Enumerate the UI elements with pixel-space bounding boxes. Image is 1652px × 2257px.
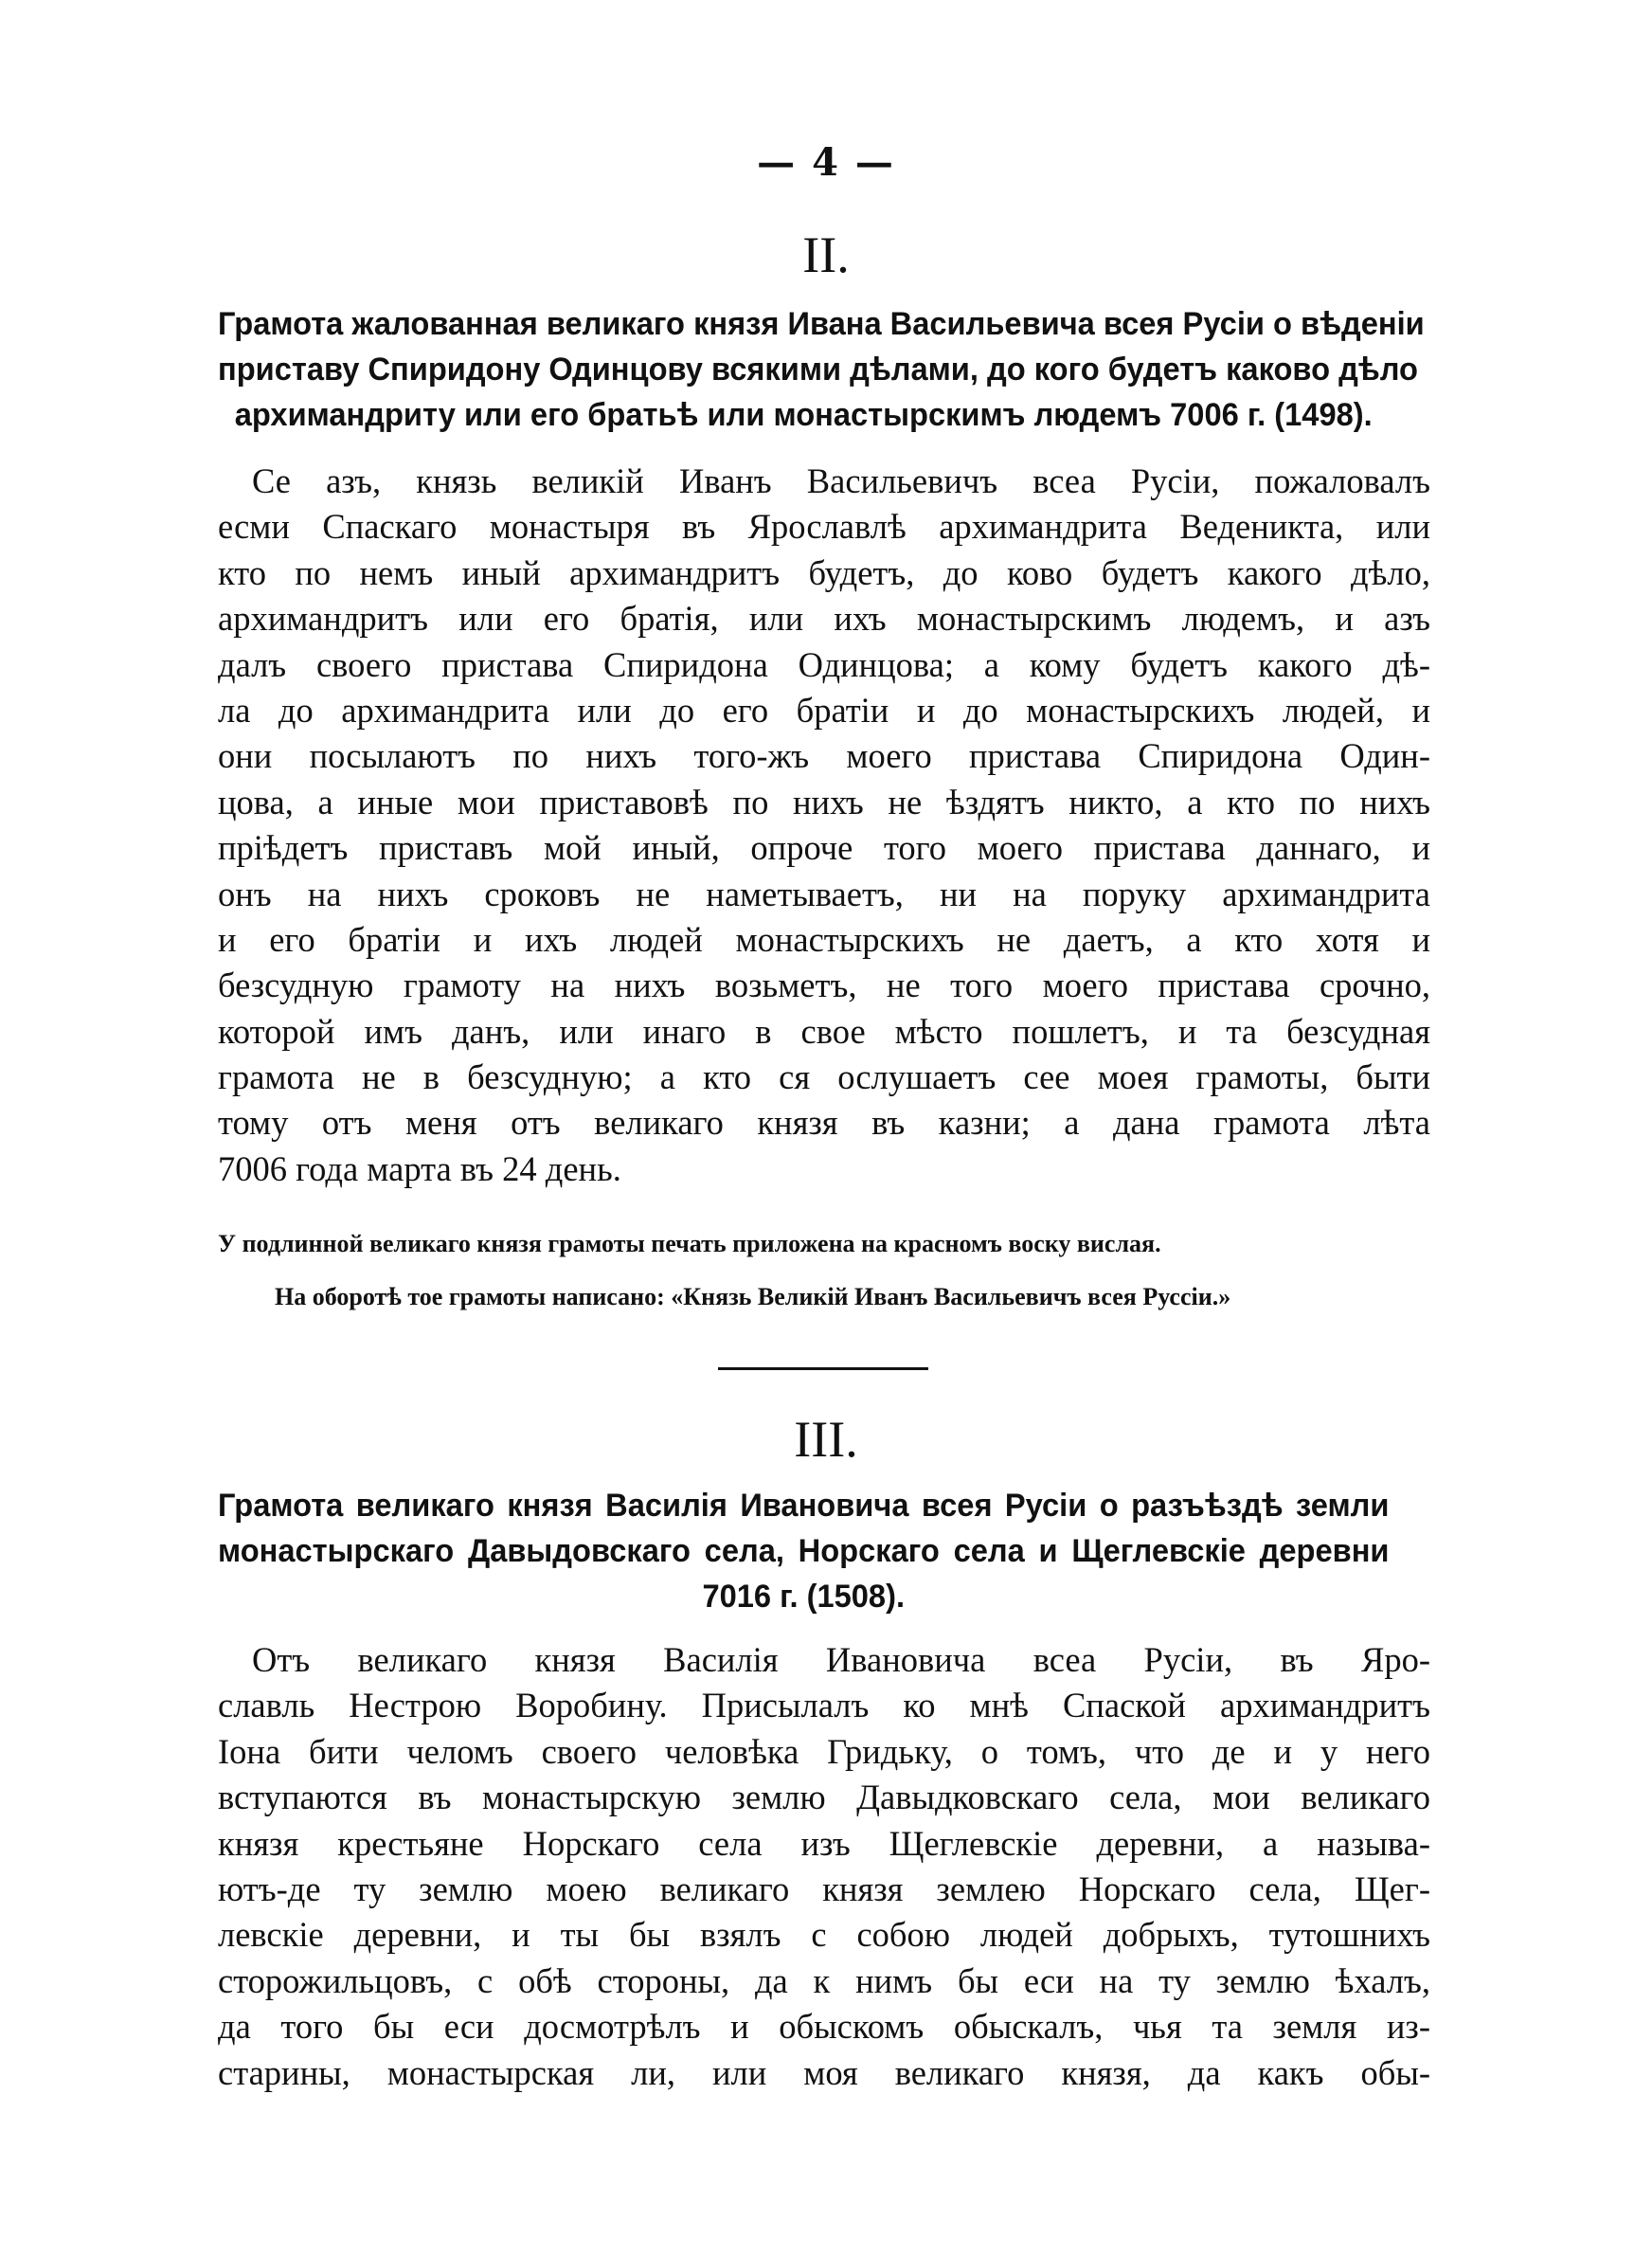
body-line: кто по немъ иный архимандритъ будетъ, до ково будетъ какого дѣло, (218, 552, 1430, 592)
body-line: сторожильцовъ, с обѣ стороны, да к нимъ бы еси на ту землю ѣхалъ, (218, 1960, 1430, 2000)
body-line: Се азъ, князь великій Иванъ Васильевичъ всеа Русіи, пожаловалъ (252, 461, 1430, 500)
body-line: онъ на нихъ сроковъ не наметываетъ, ни на поруку архимандрита (218, 874, 1430, 913)
body-line: славль Нестрою Воробину. Присылалъ ко мнѣ Спаской архимандритъ (218, 1686, 1430, 1725)
section-numeral-3: III. (794, 1411, 858, 1468)
body-line: цова, а иные мои приставовѣ по нихъ не ѣздятъ никто, а кто по нихъ (218, 782, 1430, 822)
reverse-side-note: На оборотѣ тое грамоты написано: «Князь Великій Иванъ Васильевичъ всея Руссіи.» (275, 1283, 1231, 1310)
body-line: Отъ великаго князя Василія Ивановича всеа Русіи, въ Яро- (252, 1640, 1430, 1679)
heading-line: монастырскаго Давыдовскаго села, Норскаго села и Щеглевскіе деревни (218, 1533, 1390, 1569)
body-line: Іона бити челомъ своего человѣка Гридьку, о томъ, что де и у него (218, 1731, 1430, 1771)
body-line: вступаются въ монастырскую землю Давыдковскаго села, мои великаго (218, 1778, 1430, 1817)
heading-line: 7016 г. (1508). (702, 1579, 906, 1615)
heading-line: архимандриту или его братьѣ или монастырскимъ людемъ 7006 г. (1498). (234, 397, 1373, 433)
body-line: старины, монастырская ли, или моя великаго князя, да какъ обы- (218, 2052, 1430, 2092)
body-line: пріѣдетъ приставъ мой иный, опроче того моего пристава даннаго, и (218, 828, 1430, 868)
seal-note: У подлинной великаго князя грамоты печать приложена на красномъ воску вислая. (218, 1230, 1161, 1257)
section-numeral-2: II. (802, 226, 850, 283)
body-line: князя крестьяне Норскаго села изъ Щеглевскіе деревни, а называ- (218, 1823, 1430, 1863)
section-heading-2 (218, 301, 1425, 438)
heading-line: Грамота жалованная великаго князя Ивана Васильевича всея Русіи о вѣденіи (218, 306, 1425, 342)
body-line: архимандритъ или его братія, или ихъ монастырскимъ людемъ, и азъ (218, 599, 1430, 639)
body-line: есми Спаскаго монастыря въ Ярославлѣ архимандрита Веденикта, или (218, 507, 1430, 547)
body-line: которой имъ данъ, или инаго в свое мѣсто пошлетъ, и та безсудная (218, 1011, 1430, 1051)
body-line: безсудную грамоту на нихъ возьметъ, не того моего пристава срочно, (218, 966, 1430, 1005)
section-divider (718, 1367, 928, 1370)
body-line: да того бы еси досмотрѣлъ и обыскомъ обыскалъ, чья та земля из- (218, 2007, 1430, 2047)
body-line: 7006 года марта въ 24 день. (218, 1148, 621, 1188)
body-line: левскіе деревни, и ты бы взялъ с собою людей добрыхъ, тутошнихъ (218, 1915, 1430, 1955)
heading-line: Грамота великаго князя Василія Ивановича всея Русіи о разъѣздѣ земли (218, 1488, 1390, 1524)
body-line: и его братіи и ихъ людей монастырскихъ не даетъ, а кто хотя и (218, 919, 1430, 959)
body-line: ютъ-де ту землю моею великаго князя землею Норскаго села, Щег- (218, 1869, 1430, 1908)
section-heading-3 (218, 1483, 1389, 1619)
body-line: далъ своего пристава Спиридона Одинцова; а кому будетъ какого дѣ- (218, 644, 1430, 684)
section-body-3 (218, 1637, 1430, 2096)
section-body-2 (218, 459, 1430, 1192)
heading-line: приставу Спиридону Одинцову всякими дѣлами, до кого будетъ каково дѣло (218, 352, 1418, 388)
body-line: они посылаютъ по нихъ того-жъ моего пристава Спиридона Один- (218, 736, 1430, 776)
page-number: — 4 — (757, 140, 895, 185)
body-line: ла до архимандрита или до его братіи и до монастырскихъ людей, и (218, 690, 1430, 730)
body-line: тому отъ меня отъ великаго князя въ казни; а дана грамота лѣта (218, 1103, 1430, 1143)
body-line: грамота не в безсудную; а кто ся ослушаетъ сее моея грамоты, быти (218, 1057, 1430, 1097)
